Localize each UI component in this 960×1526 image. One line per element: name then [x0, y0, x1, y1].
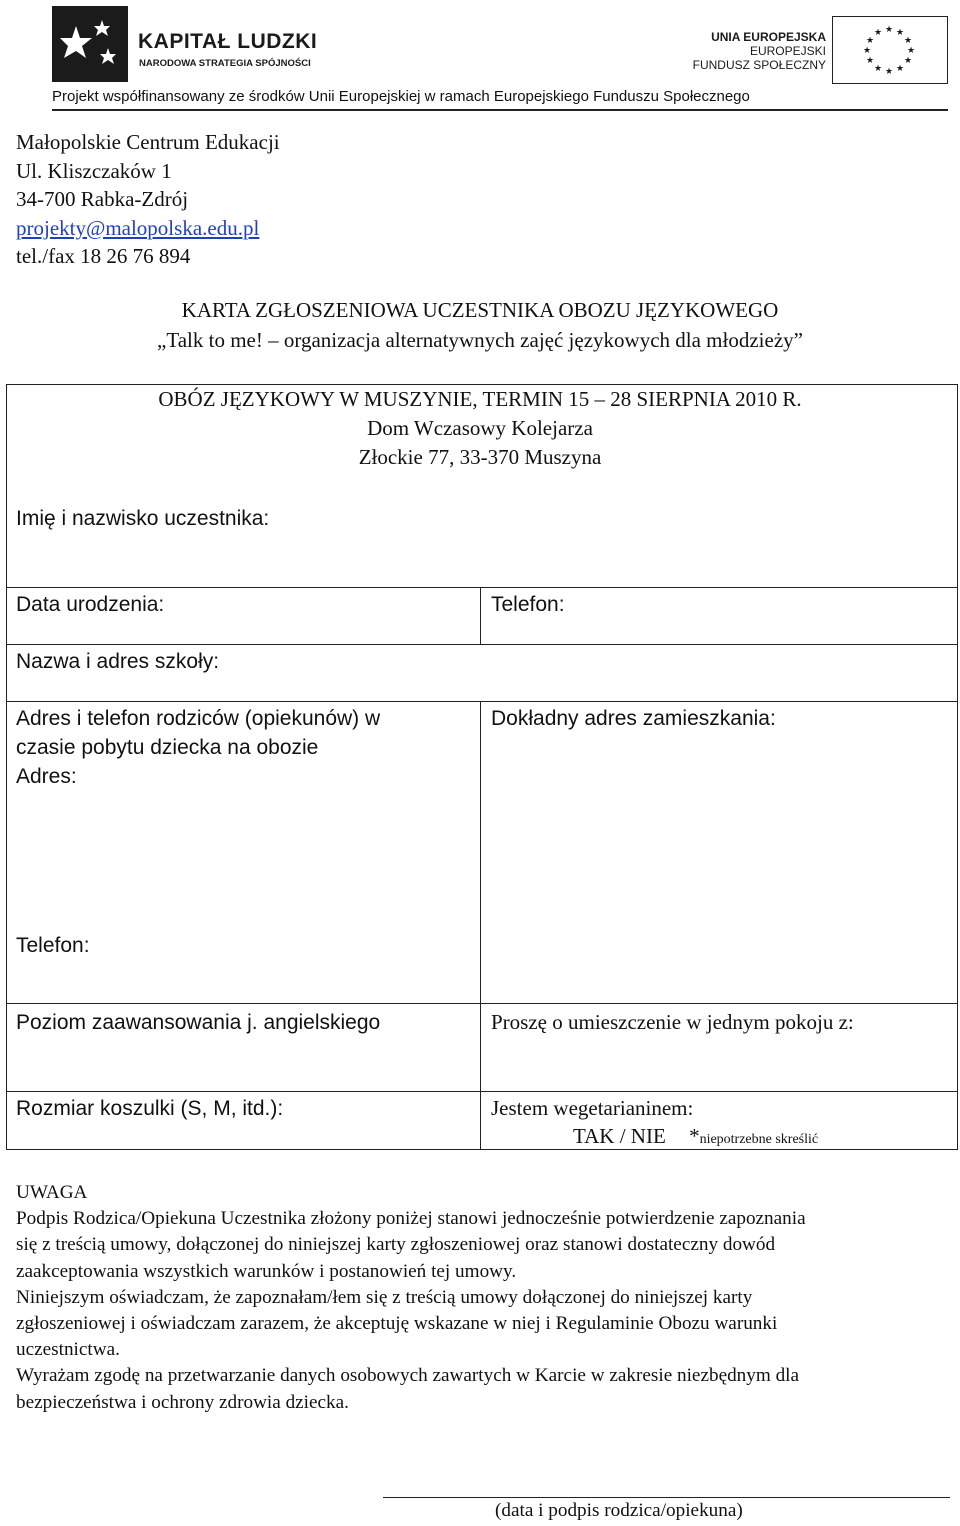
parents-contact-label: Adres i telefon rodziców (opiekunów) w	[16, 707, 381, 730]
participant-name-label: Imię i nazwisko uczestnika:	[16, 507, 270, 530]
form-row-divider	[6, 1003, 958, 1004]
organizer-name: Małopolskie Centrum Edukacji	[16, 130, 280, 154]
camp-venue: Dom Wczasowy Kolejarza	[367, 416, 593, 440]
vegetarian-choice	[573, 1122, 818, 1154]
signature-label: (data i podpis rodzica/opiekuna)	[495, 1500, 743, 1521]
eu-flag-icon	[832, 16, 948, 84]
organizer-email-link[interactable]: projekty@malopolska.edu.pl	[16, 215, 260, 240]
svg-text:★: ★	[906, 46, 916, 56]
notes-line: Podpis Rodzica/Opiekuna Uczestnika złożony poniżej stanowi jednocześnie potwierdzenie zapoznania	[16, 1208, 806, 1230]
header-banner	[52, 0, 948, 110]
vegetarian-label: Jestem wegetarianinem:	[491, 1096, 694, 1120]
participant-phone-label: Telefon:	[491, 593, 565, 616]
eu-logo-line: UNIA EUROPEJSKA	[711, 30, 826, 44]
organizer-street: Ul. Kliszczaków 1	[16, 158, 172, 183]
form-row-divider	[6, 644, 958, 645]
form-row-divider	[6, 1091, 958, 1092]
parents-address-label: Adres:	[16, 765, 77, 788]
notes-line: Wyrażam zgodę na przetwarzanie danych osobowych zawartych w Karcie w zakresie niezbędnym dla	[16, 1365, 800, 1387]
svg-text:★: ★	[862, 46, 872, 56]
vegetarian-footnote: niepotrzebne skreślić	[699, 1132, 819, 1147]
eu-logo-line: FUNDUSZ SPOŁECZNY	[692, 58, 826, 72]
svg-text:★: ★	[903, 56, 913, 66]
header-divider	[52, 109, 948, 111]
svg-text:★: ★	[895, 64, 905, 74]
organizer-address	[16, 128, 280, 271]
notes-heading: UWAGA	[16, 1182, 88, 1203]
consent-notes	[16, 1180, 956, 1416]
svg-text:★: ★	[903, 36, 913, 46]
parents-contact-label: czasie pobytu dziecka na obozie	[16, 736, 319, 759]
english-level-label: Poziom zaawansowania j. angielskiego	[16, 1011, 381, 1034]
eu-logo-line: EUROPEJSKI	[749, 44, 826, 58]
form-column-divider	[480, 587, 481, 644]
project-cofinancing-line: Projekt współfinansowany ze środków Unii Europejskiej w ramach Europejskiego Funduszu Społecznego	[52, 88, 750, 105]
camp-venue-address: Złockie 77, 33-370 Muszyna	[358, 445, 602, 469]
home-address-label: Dokładny adres zamieszkania:	[491, 707, 776, 730]
eu-logo	[678, 16, 948, 82]
room-preference-label: Proszę o umieszczenie w jednym pokoju z:	[491, 1010, 854, 1034]
svg-text:★: ★	[865, 36, 875, 46]
svg-text:★: ★	[895, 28, 905, 38]
notes-line: uczestnictwa.	[16, 1339, 120, 1361]
camp-heading: OBÓZ JĘZYKOWY W MUSZYNIE, TERMIN 15 – 28 SIERPNIA 2010 R.	[158, 387, 802, 411]
kapital-ludzki-subtitle: NARODOWA STRATEGIA SPÓJNOŚCI	[139, 58, 311, 69]
footnote-star: *	[689, 1124, 700, 1148]
notes-line: się z treścią umowy, dołączonej do niniejszej karty zgłoszeniowej oraz stanowi dostateczny dowód	[16, 1234, 776, 1256]
svg-text:★: ★	[873, 28, 883, 38]
notes-line: Niniejszym oświadczam, że zapoznałam/łem się z treścią umowy dołączonej do niniejszej karty	[16, 1286, 753, 1308]
kapital-ludzki-logo	[52, 6, 352, 82]
organizer-phone: tel./fax 18 26 76 894	[16, 244, 191, 268]
kapital-ludzki-emblem	[52, 6, 128, 82]
svg-text:★: ★	[865, 56, 875, 66]
svg-text:★: ★	[884, 67, 894, 77]
form-row-divider	[6, 701, 958, 702]
project-name: „Talk to me! – organizacja alternatywnych zajęć językowych dla młodzieży”	[157, 328, 803, 352]
vegetarian-options: TAK / NIE	[573, 1124, 666, 1148]
svg-text:★: ★	[873, 64, 883, 74]
notes-line: zgłoszeniowej i oświadczam zarazem, że akceptuję wskazane w niej i Regulaminie Obozu warunki	[16, 1313, 778, 1335]
signature-line	[383, 1497, 950, 1498]
form-title: KARTA ZGŁOSZENIOWA UCZESTNIKA OBOZU JĘZYKOWEGO	[181, 298, 779, 322]
school-label: Nazwa i adres szkoły:	[16, 650, 220, 673]
notes-line: zaakceptowania wszystkich warunków i postanowień tej umowy.	[16, 1260, 517, 1282]
kapital-ludzki-title: KAPITAŁ LUDZKI	[138, 30, 318, 53]
organizer-city: 34-700 Rabka-Zdrój	[16, 187, 189, 211]
tshirt-size-label: Rozmiar koszulki (S, M, itd.):	[16, 1097, 284, 1120]
svg-text:★: ★	[884, 25, 894, 35]
parents-phone-label: Telefon:	[16, 934, 90, 957]
form-row-divider	[6, 587, 958, 588]
eu-logo-text	[693, 30, 826, 72]
form-column-divider	[480, 701, 481, 1150]
birth-date-label: Data urodzenia:	[16, 593, 165, 616]
notes-line: bezpieczeństwa i ochrony zdrowia dziecka.	[16, 1391, 349, 1413]
